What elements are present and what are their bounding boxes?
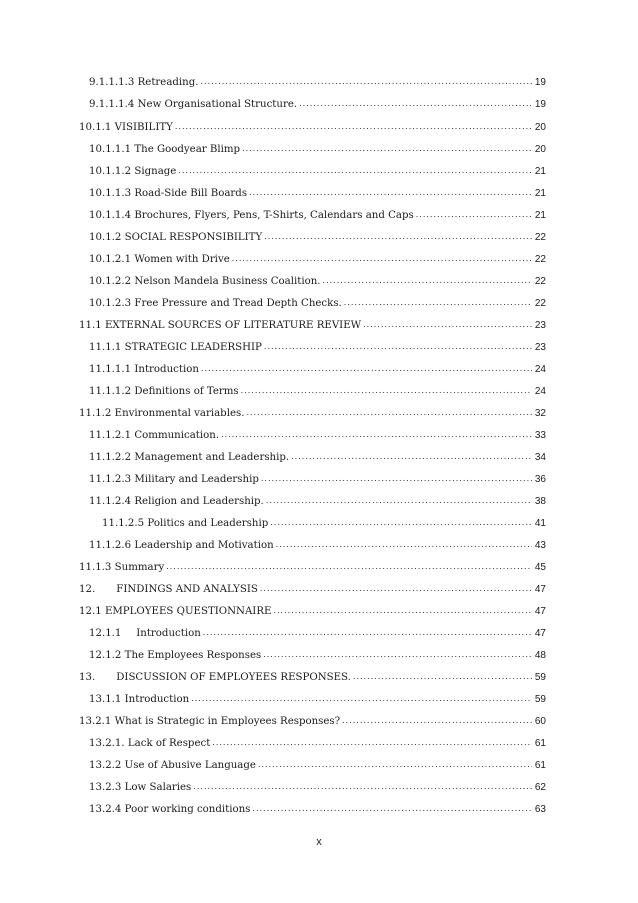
- toc-entry-page: 48: [534, 650, 546, 661]
- toc-entry-page: 34: [534, 452, 546, 463]
- page-number: x: [316, 836, 322, 848]
- toc-entry-number: 11.1.2.6: [89, 540, 132, 551]
- toc-entry[interactable]: [89, 780, 546, 796]
- toc-entry-number: 10.1.1.2: [89, 166, 132, 177]
- toc-entry[interactable]: [79, 670, 546, 686]
- toc-entry-page: 43: [534, 540, 546, 551]
- toc-entry-page: 33: [534, 430, 546, 441]
- dot-leader: [258, 757, 532, 773]
- dot-leader: [323, 273, 532, 289]
- toc-entry-page: 36: [534, 474, 546, 485]
- toc-entry-title: Free Pressure and Tread Depth Checks.: [134, 298, 342, 309]
- toc-entry-title: Women with Drive: [134, 254, 230, 265]
- toc-entry-page: 62: [534, 782, 546, 793]
- toc-entry-title: Leadership and Motivation: [134, 540, 274, 551]
- toc-entry-title: Retreading.: [137, 77, 199, 88]
- toc-entry-title: Road-Side Bill Boards: [134, 188, 248, 199]
- toc-entry-page: 24: [534, 364, 546, 375]
- toc-entry-page: 23: [534, 320, 546, 331]
- toc-entry[interactable]: [89, 186, 546, 202]
- toc-entry-number: 13.: [79, 672, 96, 683]
- dot-leader: [260, 581, 532, 597]
- dot-leader: [166, 559, 532, 575]
- toc-entry-number: 12.1: [79, 606, 102, 617]
- toc-entry-title: Introduction: [134, 364, 199, 375]
- dot-leader: [212, 735, 532, 751]
- toc-entry[interactable]: [89, 97, 546, 113]
- dot-leader: [191, 691, 532, 707]
- toc-entry[interactable]: [89, 802, 546, 818]
- dot-leader: [201, 74, 532, 90]
- toc-entry-page: 45: [534, 562, 546, 573]
- toc-entry[interactable]: [89, 648, 546, 664]
- dot-leader: [266, 493, 532, 509]
- dot-leader: [249, 185, 532, 201]
- toc-entry-number: 13.2.1.: [89, 738, 125, 749]
- toc-entry[interactable]: [89, 362, 546, 378]
- toc-entry[interactable]: [89, 450, 546, 466]
- toc-entry-page: 20: [534, 144, 546, 155]
- dot-leader: [416, 207, 532, 223]
- dot-leader: [178, 163, 532, 179]
- toc-entry-number: 11.1.2.4: [89, 496, 132, 507]
- toc-entry-page: 23: [534, 342, 546, 353]
- dot-leader: [363, 317, 532, 333]
- dot-leader: [241, 383, 532, 399]
- toc-entry-page: 38: [534, 496, 546, 507]
- toc-entry-number: 10.1.1.1: [89, 144, 132, 155]
- dot-leader: [270, 515, 532, 531]
- toc-entry-title: Definitions of Terms: [134, 386, 239, 397]
- toc-entry-number: 11.1.1: [89, 342, 122, 353]
- toc-entry[interactable]: [79, 318, 546, 334]
- dot-leader: [232, 251, 532, 267]
- toc-entry[interactable]: [89, 494, 546, 510]
- dot-leader: [342, 713, 532, 729]
- toc-entry-number: 11.1.1.2: [89, 386, 132, 397]
- toc-entry-title: Introduction: [124, 694, 190, 705]
- toc-entry-number: 10.1.2: [89, 232, 122, 243]
- dot-leader: [261, 471, 532, 487]
- toc-entry-page: 24: [534, 386, 546, 397]
- toc-entry-title: The Employees Responses: [124, 650, 262, 661]
- toc-entry[interactable]: [79, 714, 546, 730]
- toc-entry-page: 22: [534, 232, 546, 243]
- dot-leader: [246, 405, 531, 421]
- toc-entry-number: 9.1.1.1.3: [89, 77, 135, 88]
- dot-leader: [264, 339, 532, 355]
- toc-entry[interactable]: [79, 582, 546, 598]
- dot-leader: [175, 119, 532, 135]
- toc-entry[interactable]: [89, 626, 546, 642]
- toc-entry-title: FINDINGS AND ANALYSIS: [116, 584, 258, 595]
- toc-entry-page: 22: [534, 254, 546, 265]
- toc-entry-title: Lack of Respect: [127, 738, 211, 749]
- toc-entry-page: 47: [534, 606, 546, 617]
- dot-leader: [353, 669, 532, 685]
- toc-entry[interactable]: [89, 758, 546, 774]
- toc-entry[interactable]: [79, 560, 546, 576]
- toc-entry-page: 61: [534, 738, 546, 749]
- toc-entry-title: VISIBILITY: [114, 122, 173, 133]
- toc-entry-title: Brochures, Flyers, Pens, T-Shirts, Calendars and Caps: [134, 210, 414, 221]
- toc-entry-number: 13.2.4: [89, 804, 122, 815]
- toc-entry[interactable]: [89, 692, 546, 708]
- toc-entry-number: 10.1.1.3: [89, 188, 132, 199]
- toc-entry-page: 59: [534, 694, 546, 705]
- toc-entry-title: EMPLOYEES QUESTIONNAIRE: [104, 606, 272, 617]
- toc-entry[interactable]: [89, 274, 546, 290]
- toc-entry-number: 10.1.2.1: [89, 254, 132, 265]
- toc-entry[interactable]: [89, 75, 546, 91]
- dot-leader: [263, 647, 532, 663]
- toc-entry-title: Poor working conditions: [124, 804, 251, 815]
- toc-entry-title: Use of Abusive Language: [124, 760, 256, 771]
- toc-entry[interactable]: [89, 384, 546, 400]
- toc-entry-title: Signage: [134, 166, 177, 177]
- toc-entry[interactable]: [89, 208, 546, 224]
- dot-leader: [201, 361, 532, 377]
- toc-entry-number: 11.1.2.2: [89, 452, 132, 463]
- toc-entry-title: Religion and Leadership.: [134, 496, 264, 507]
- toc-entry-number: 11.1.2.1: [89, 430, 132, 441]
- toc-entry-page: 21: [534, 188, 546, 199]
- toc-entry-number: 10.1.2.3: [89, 298, 132, 309]
- toc-entry-title: Low Salaries: [124, 782, 192, 793]
- toc-entry-page: 61: [534, 760, 546, 771]
- dot-leader: [203, 625, 532, 641]
- toc-entry-title: Communication.: [134, 430, 220, 441]
- toc-entry-page: 22: [534, 298, 546, 309]
- toc-entry[interactable]: [89, 472, 546, 488]
- toc-entry-page: 21: [534, 166, 546, 177]
- toc-entry[interactable]: [89, 340, 546, 356]
- toc-entry-page: 63: [534, 804, 546, 815]
- toc-entry-number: 12.1.1: [89, 628, 122, 639]
- toc-entry-title: Introduction: [136, 628, 201, 639]
- toc-entry-page: 59: [534, 672, 546, 683]
- toc-entry-page: 41: [534, 518, 546, 529]
- toc-entry[interactable]: [89, 164, 546, 180]
- toc-entry-title: STRATEGIC LEADERSHIP: [124, 342, 262, 353]
- toc-entry[interactable]: [89, 252, 546, 268]
- toc-entry-title: New Organisational Structure.: [137, 99, 298, 110]
- toc-entry-page: 21: [534, 210, 546, 221]
- toc-entry-number: 11.1.1.1: [89, 364, 132, 375]
- toc-entry-number: 11.1: [79, 320, 102, 331]
- toc-entry-title: Politics and Leadership: [147, 518, 269, 529]
- toc-entry-number: 13.2.2: [89, 760, 122, 771]
- toc-entry-page: 22: [534, 276, 546, 287]
- toc-entry-number: 13.2.3: [89, 782, 122, 793]
- toc-entry-page: 47: [534, 584, 546, 595]
- toc-entry-number: 9.1.1.1.4: [89, 99, 135, 110]
- dot-leader: [264, 229, 532, 245]
- dot-leader: [252, 801, 531, 817]
- toc-entry-title: Environmental variables.: [114, 408, 245, 419]
- toc-entry[interactable]: [79, 604, 546, 620]
- toc-entry-page: 32: [534, 408, 546, 419]
- toc-entry[interactable]: [79, 406, 546, 422]
- dot-leader: [193, 779, 532, 795]
- toc-entry-page: 19: [534, 99, 546, 110]
- toc-entry-title: Management and Leadership.: [134, 452, 290, 463]
- toc-entry[interactable]: [102, 516, 546, 532]
- toc-entry-number: 12.: [79, 584, 96, 595]
- toc-entry-number: 10.1.2.2: [89, 276, 132, 287]
- toc-entry[interactable]: [89, 428, 546, 444]
- toc-entry-page: 47: [534, 628, 546, 639]
- toc-entry-title: Nelson Mandela Business Coalition.: [134, 276, 321, 287]
- toc-entry-number: 11.1.2.5: [102, 518, 145, 529]
- toc-entry-page: 20: [534, 122, 546, 133]
- dot-leader: [276, 537, 532, 553]
- dot-leader: [221, 427, 532, 443]
- toc-entry-title: The Goodyear Blimp: [134, 144, 241, 155]
- dot-leader: [273, 603, 531, 619]
- dot-leader: [299, 96, 532, 112]
- toc-entry-title: Summary: [114, 562, 165, 573]
- toc-entry-number: 11.1.2: [79, 408, 112, 419]
- toc-entry-number: 13.2.1: [79, 716, 112, 727]
- toc-entry-number: 10.1.1.4: [89, 210, 132, 221]
- toc-entry-title: SOCIAL RESPONSIBILITY: [124, 232, 263, 243]
- toc-entry-page: 19: [534, 77, 546, 88]
- toc-entry[interactable]: [89, 736, 546, 752]
- toc-entry-number: 12.1.2: [89, 650, 122, 661]
- toc-entry-number: 13.1.1: [89, 694, 122, 705]
- toc-entry-title: EXTERNAL SOURCES OF LITERATURE REVIEW: [104, 320, 362, 331]
- toc-entry-title: DISCUSSION OF EMPLOYEES RESPONSES.: [116, 672, 351, 683]
- toc-entry-page: 60: [534, 716, 546, 727]
- dot-leader: [242, 141, 532, 157]
- toc-entry-title: What is Strategic in Employees Responses?: [114, 716, 341, 727]
- toc-entry-title: Military and Leadership: [134, 474, 259, 485]
- dot-leader: [291, 449, 532, 465]
- toc-entry[interactable]: [79, 120, 546, 136]
- toc-entry[interactable]: [89, 538, 546, 554]
- toc-entry[interactable]: [89, 296, 546, 312]
- dot-leader: [344, 295, 532, 311]
- toc-entry-number: 11.1.2.3: [89, 474, 132, 485]
- toc-entry[interactable]: [89, 230, 546, 246]
- toc-entry-number: 11.1.3: [79, 562, 112, 573]
- toc-entry-number: 10.1.1: [79, 122, 112, 133]
- toc-entry[interactable]: [89, 142, 546, 158]
